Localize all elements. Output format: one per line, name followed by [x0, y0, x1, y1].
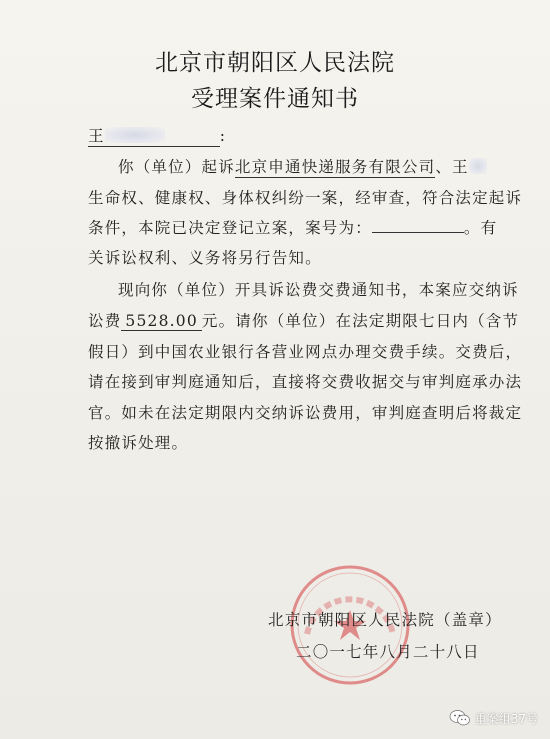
document-title: 受理案件通知书: [191, 86, 359, 112]
issue-date: 二〇一七年八月二十八日: [296, 643, 480, 661]
addressee-line: [88, 124, 226, 146]
para2-line2: 讼费 5528.00 元。请你（单位）在法定期限七日内（含节: [88, 312, 520, 330]
para1-line1: 你（单位）起诉北京申通快递服务有限公司、王: [118, 155, 487, 177]
watermark: [449, 709, 538, 727]
wechat-icon: [449, 709, 471, 727]
para2-line4: 请在接到审判庭通知后，直接将交费收据交与审判庭承办法: [88, 373, 523, 391]
redacted-co-defendant: [469, 158, 487, 174]
court-name-heading: 北京市朝阳区人民法院: [155, 50, 395, 76]
case-number-blank: [372, 232, 464, 233]
para1-line4: 关诉讼权利、义务将另行告知。: [88, 249, 322, 267]
para2-line1: 现向你（单位）开具诉讼费交费通知书，本案应交纳诉: [118, 281, 519, 299]
watermark-text: 重案组37号: [474, 711, 538, 726]
defendant-name: 北京申通快递服务有限公司: [234, 158, 436, 176]
co-defendant: 王: [452, 158, 469, 176]
para2-line5: 官。如未在法定期限内交纳诉讼费用，审判庭查明后将裁定: [88, 404, 523, 422]
redacted-name: [105, 127, 165, 143]
court-signature: 北京市朝阳区人民法院（盖章）: [268, 611, 502, 629]
para1-line2: 生命权、健康权、身体权纠纷一案，经审查，符合法定起诉: [88, 189, 523, 207]
para2-line6: 按撤诉处理。: [88, 434, 189, 452]
para2-line3: 假日）到中国农业银行各营业网点办理交费手续。交费后，: [88, 343, 523, 361]
para1-line3: 条件，本院已决定登记立案，案号为： 。有: [88, 219, 498, 237]
addressee-suffix: :: [219, 127, 227, 145]
addressee-name: 王: [88, 127, 220, 147]
litigation-fee: 5528.00: [121, 312, 202, 331]
